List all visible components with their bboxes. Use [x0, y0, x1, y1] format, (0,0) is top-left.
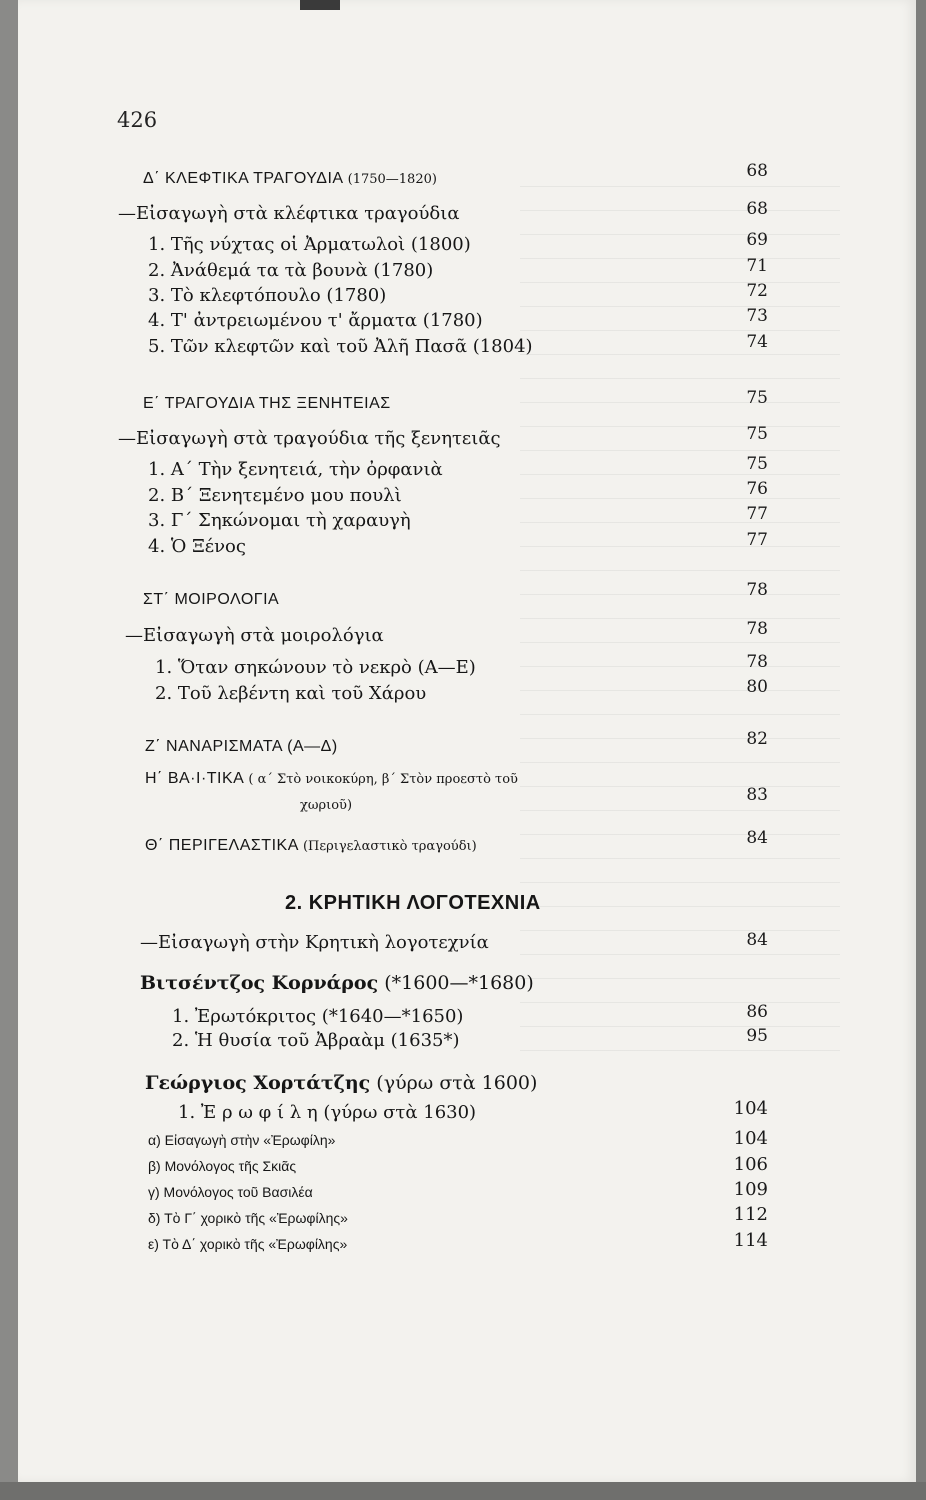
page-ref: 95	[746, 1026, 768, 1046]
toc-entry: 1. Ἐρωτόκριτος (*1640—*1650)	[172, 1006, 464, 1027]
page-number: 426	[117, 108, 158, 132]
toc-entry: 3. Γ΄ Σηκώνομαι τὴ χαραυγὴ	[148, 510, 411, 531]
section-heading-vaitika: Η΄ ΒΑ·Ι·ΤΙΚΑ ( α΄ Στὸ νοικοκύρη, β΄ Στὸν προεστὸ τοῦ	[145, 770, 518, 787]
page-ref: 77	[746, 530, 768, 550]
page-ref: 84	[746, 930, 768, 950]
section-heading-kleftika: Δ΄ ΚΛΕΦΤΙΚΑ ΤΡΑΓΟΥΔΙΑ (1750—1820)	[143, 170, 437, 187]
page-ref: 112	[733, 1204, 768, 1225]
toc-entry: 1. Α΄ Τὴν ξενητειά, τὴν ὀρφανιὰ	[148, 459, 443, 480]
page-ref: 73	[746, 306, 768, 326]
toc-entry: —Εἰσαγωγὴ στὴν Κρητικὴ λογοτεχνία	[140, 932, 489, 953]
page-ref: 69	[746, 230, 768, 250]
page-ref: 86	[746, 1002, 768, 1022]
page-ref: 76	[746, 479, 768, 499]
page-bottom-shadow	[0, 1482, 926, 1500]
page-ref: 84	[746, 828, 768, 848]
page-ref: 75	[746, 454, 768, 474]
toc-entry: 3. Τὸ κλεφτόπουλο (1780)	[148, 285, 387, 306]
author-heading: Βιτσέντζος Κορνάρος (*1600—*1680)	[140, 972, 534, 994]
page-ref: 109	[733, 1179, 768, 1200]
page-ref: 104	[733, 1098, 768, 1119]
toc-entry: 2. Τοῦ λεβέντη καὶ τοῦ Χάρου	[155, 683, 427, 704]
page-ref: 68	[746, 161, 768, 181]
toc-entry: 2. Ἀνάθεμά τα τὰ βουνὰ (1780)	[148, 260, 434, 281]
page-ref: 75	[746, 388, 768, 408]
toc-entry: 1. Ὅταν σηκώνουν τὸ νεκρὸ (Α—Ε)	[155, 657, 476, 678]
toc-entry: 1. Ἐ ρ ω φ ί λ η (γύρω στὰ 1630)	[178, 1102, 477, 1123]
toc-entry: 4. Ὁ Ξένος	[148, 536, 246, 557]
toc-entry: 5. Τῶν κλεφτῶν καὶ τοῦ Ἀλῆ Πασᾶ (1804)	[148, 336, 533, 357]
binding-tab	[300, 0, 340, 10]
page-ref: 78	[746, 652, 768, 672]
toc-subentry: γ) Μονόλογος τοῦ Βασιλέα	[148, 1184, 313, 1200]
toc-subentry: δ) Τὸ Γ΄ χορικὸ τῆς «Ἐρωφίλης»	[148, 1210, 348, 1226]
toc-entry: 2. Ἡ θυσία τοῦ Ἀβραὰμ (1635*)	[172, 1030, 460, 1051]
page-ref: 78	[746, 619, 768, 639]
toc-subentry: α) Εἰσαγωγὴ στὴν «Ἐρωφίλη»	[148, 1132, 336, 1148]
toc-entry: 1. Τῆς νύχτας οἱ Ἀρματωλοὶ (1800)	[148, 234, 471, 255]
toc-subentry: ε) Τὸ Δ΄ χορικὸ τῆς «Ἐρωφίλης»	[148, 1236, 348, 1252]
section-heading-xenitia: Ε΄ ΤΡΑΓΟΥΔΙΑ ΤΗΣ ΞΕΝΗΤΕΙΑΣ	[143, 395, 391, 412]
toc-entry: —Εἰσαγωγὴ στὰ τραγούδια τῆς ξενητειᾶς	[118, 428, 501, 449]
page-ref: 106	[733, 1154, 768, 1175]
page-ref: 114	[733, 1230, 768, 1251]
page-ref: 80	[746, 677, 768, 697]
part-title: 2. ΚΡΗΤΙΚΗ ΛΟΓΟΤΕΧΝΙΑ	[285, 892, 541, 914]
toc-entry: 4. Τ' ἀντρειωμένου τ' ἄρματα (1780)	[148, 310, 483, 331]
page-ref: 71	[746, 256, 768, 276]
page-ref: 78	[746, 580, 768, 600]
bleed-through-text	[520, 170, 840, 1070]
toc-entry: —Εἰσαγωγὴ στὰ κλέφτικα τραγούδια	[118, 203, 460, 224]
page-ref: 75	[746, 424, 768, 444]
section-heading-moirologia: ΣΤ΄ ΜΟΙΡΟΛΟΓΙΑ	[143, 591, 280, 608]
toc-entry: —Εἰσαγωγὴ στὰ μοιρολόγια	[125, 625, 384, 646]
toc-entry: 2. Β΄ Ξενητεμένο μου πουλὶ	[148, 485, 402, 506]
page-ref: 68	[746, 199, 768, 219]
toc-subentry: β) Μονόλογος τῆς Σκιᾶς	[148, 1158, 297, 1174]
page-ref: 82	[746, 729, 768, 749]
page-ref: 83	[746, 785, 768, 805]
section-heading-note: χωριοῦ)	[300, 798, 353, 813]
author-heading: Γεώργιος Χορτάτζης (γύρω στὰ 1600)	[145, 1072, 538, 1094]
page-ref: 74	[746, 332, 768, 352]
page-ref: 77	[746, 504, 768, 524]
section-heading-perigelastika: Θ΄ ΠΕΡΙΓΕΛΑΣΤΙΚΑ (Περιγελαστικὸ τραγούδι)	[145, 837, 477, 854]
page-ref: 72	[746, 281, 768, 301]
page-ref: 104	[733, 1128, 768, 1149]
section-heading-nanarismata: Ζ΄ ΝΑΝΑΡΙΣΜΑΤΑ (Α—Δ)	[145, 738, 338, 755]
